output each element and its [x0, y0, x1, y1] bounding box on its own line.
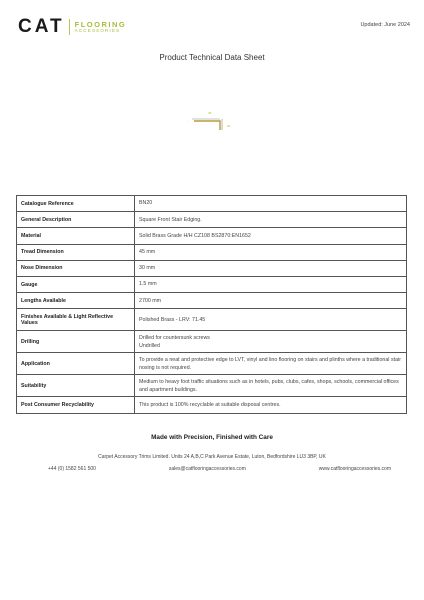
table-row [17, 293, 407, 309]
spec-label: Suitability [17, 375, 135, 397]
table-row [17, 353, 407, 375]
spec-label: Drilling [17, 331, 135, 353]
logo-flooring-text: FLOORING [74, 19, 127, 29]
specification-table [16, 195, 407, 414]
logo-subtitle [75, 21, 127, 34]
updated-date: Updated: June 2024 [360, 22, 410, 28]
drilling-option: Drilled for countersunk screws [139, 334, 210, 341]
svg-text:45: 45 [208, 111, 212, 115]
spec-value: This product is 100% recyclable at suitable disposal centres. [135, 397, 407, 413]
spec-label: General Description [17, 212, 135, 228]
spec-label: Lengths Available [17, 293, 135, 309]
spec-label: Post Consumer Recyclability [17, 397, 135, 413]
svg-text:30: 30 [227, 124, 231, 128]
spec-label: Tread Dimension [17, 244, 135, 260]
spec-value: Solid Brass Grade H/H CZ108 BS2870:EN1652 [135, 228, 407, 244]
spec-label: Finishes Available & Light Reflective Values [17, 309, 135, 331]
table-row [17, 196, 407, 212]
logo-wordmark: CAT [18, 16, 65, 37]
drilling-option: Undrilled [139, 342, 160, 349]
spec-value: Medium to heavy foot traffic situations such as in hotels, pubs, clubs, cafes, shops, schools, commercial offices and apartment buildings. [135, 375, 407, 397]
table-row [17, 331, 407, 353]
spec-label: Gauge [17, 276, 135, 292]
brand-logo [18, 16, 126, 38]
table-row [17, 244, 407, 260]
svg-text:-: - [188, 119, 189, 123]
spec-value: To provide a neat and protective edge to LVT, vinyl and lino flooring on stairs and plinths where a traditional stair nosing is not required. [135, 353, 407, 375]
logo-divider [69, 19, 70, 35]
spec-value [135, 331, 407, 353]
footer-tagline: Made with Precision, Finished with Care [151, 434, 273, 441]
spec-value: 45 mm [135, 244, 407, 260]
document-title: Product Technical Data Sheet [159, 53, 265, 62]
spec-value: 2700 mm [135, 293, 407, 309]
spec-label: Catalogue Reference [17, 196, 135, 212]
table-row [17, 276, 407, 292]
table-row [17, 260, 407, 276]
spec-value: 30 mm [135, 260, 407, 276]
spec-label: Nose Dimension [17, 260, 135, 276]
contact-details [48, 466, 391, 472]
logo-accessories-text: ACCESSORIES [74, 28, 121, 33]
company-address: Carpet Accessory Trims Limited. Units 24 A,B,C Park Avenue Estate, Luton, Bedfordshire LU3 3BP, UK [98, 454, 326, 460]
table-row [17, 228, 407, 244]
phone-number[interactable]: +44 (0) 1582 561 500 [48, 466, 96, 472]
table-row [17, 375, 407, 397]
spec-value: 1.5 mm [135, 276, 407, 292]
spec-value: Square Front Stair Edging. [135, 212, 407, 228]
spec-label: Application [17, 353, 135, 375]
table-row [17, 309, 407, 331]
email-link[interactable]: sales@catflooringaccessories.com [168, 466, 246, 472]
spec-label: Material [17, 228, 135, 244]
product-profile-drawing [186, 108, 238, 132]
website-link[interactable]: www.catflooringaccessories.com [318, 466, 391, 472]
page-header [18, 16, 410, 38]
table-row [17, 397, 407, 413]
spec-value: Polished Brass - LRV: 71.45 [135, 309, 407, 331]
table-row [17, 212, 407, 228]
spec-value: BN20 [135, 196, 407, 212]
